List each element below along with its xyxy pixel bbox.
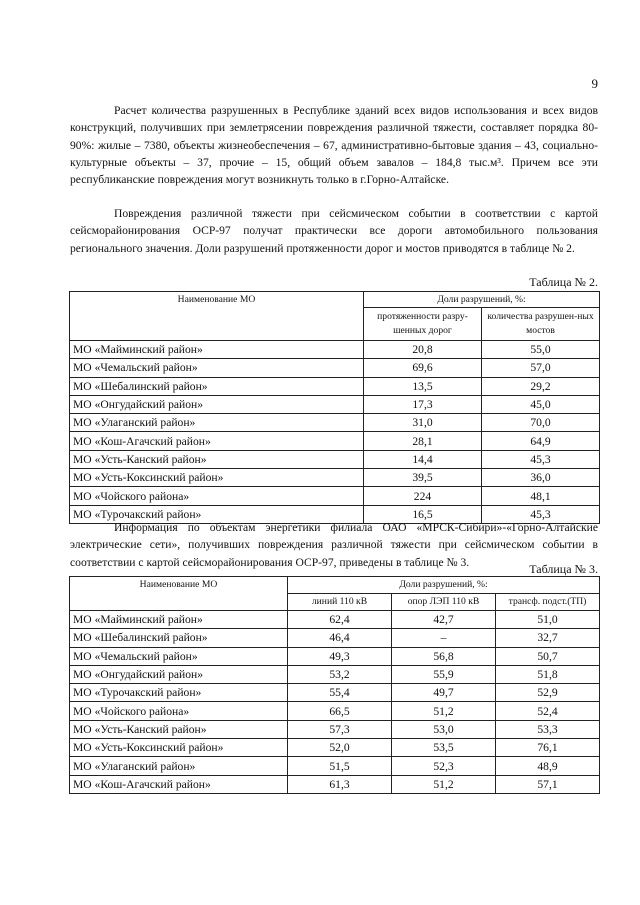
value-cell: 29,2: [482, 377, 600, 395]
value-cell: 28,1: [364, 432, 482, 450]
row-name-cell: МО «Кош-Агачский район»: [70, 432, 364, 450]
header-poles-110kv: опор ЛЭП 110 кВ: [392, 594, 496, 611]
value-cell: 57,3: [288, 720, 392, 738]
value-cell: 55,9: [392, 665, 496, 683]
row-name-cell: МО «Чемальский район»: [70, 359, 364, 377]
value-cell: 76,1: [496, 739, 600, 757]
value-cell: 52,0: [288, 739, 392, 757]
table-row: [70, 487, 600, 505]
table-row: [70, 629, 600, 647]
value-cell: 51,2: [392, 702, 496, 720]
value-cell: 53,2: [288, 665, 392, 683]
table-row: [70, 414, 600, 432]
table-row: [70, 377, 600, 395]
value-cell: 36,0: [482, 469, 600, 487]
value-cell: 32,7: [496, 629, 600, 647]
value-cell: 224: [364, 487, 482, 505]
value-cell: 42,7: [392, 611, 496, 629]
header-destruction-shares: Доли разрушений, %:: [288, 577, 600, 594]
value-cell: 69,6: [364, 359, 482, 377]
value-cell: 52,9: [496, 684, 600, 702]
header-name-mo: Наименование МО: [70, 292, 364, 341]
value-cell: 45,3: [482, 450, 600, 468]
value-cell: 48,1: [482, 487, 600, 505]
value-cell: 52,4: [496, 702, 600, 720]
row-name-cell: МО «Турочакский район»: [70, 684, 288, 702]
value-cell: 45,3: [482, 505, 600, 523]
row-name-cell: МО «Улаганский район»: [70, 757, 288, 775]
header-lines-110kv: линий 110 кВ: [288, 594, 392, 611]
value-cell: 51,0: [496, 611, 600, 629]
value-cell: 51,5: [288, 757, 392, 775]
value-cell: 53,3: [496, 720, 600, 738]
table-row: [70, 702, 600, 720]
value-cell: 53,5: [392, 739, 496, 757]
table-row: [70, 739, 600, 757]
table-row: [70, 450, 600, 468]
value-cell: 53,0: [392, 720, 496, 738]
value-cell: 66,5: [288, 702, 392, 720]
row-name-cell: МО «Онгудайский район»: [70, 395, 364, 413]
table-row: [70, 665, 600, 683]
table-row: [70, 684, 600, 702]
table-row: [70, 432, 600, 450]
table-row: [70, 469, 600, 487]
table3-caption: Таблица № 3.: [529, 562, 598, 576]
value-cell: 16,5: [364, 505, 482, 523]
value-cell: 51,2: [392, 775, 496, 793]
value-cell: 50,7: [496, 647, 600, 665]
table-row: [70, 359, 600, 377]
row-name-cell: МО «Усть-Коксинский район»: [70, 469, 364, 487]
value-cell: 49,3: [288, 647, 392, 665]
row-name-cell: МО «Улаганский район»: [70, 414, 364, 432]
row-name-cell: МО «Шебалинский район»: [70, 629, 288, 647]
value-cell: 46,4: [288, 629, 392, 647]
header-destruction-shares: Доли разрушений, %:: [364, 292, 600, 308]
row-name-cell: МО «Чойского района»: [70, 487, 364, 505]
table-row: [70, 341, 600, 359]
value-cell: 49,7: [392, 684, 496, 702]
header-roads: протяженности разру-шенных дорог: [364, 308, 482, 341]
value-cell: 39,5: [364, 469, 482, 487]
value-cell: 55,0: [482, 341, 600, 359]
header-name-mo: Наименование МО: [70, 577, 288, 611]
row-name-cell: МО «Усть-Канский район»: [70, 450, 364, 468]
value-cell: 55,4: [288, 684, 392, 702]
header-substations: трансф. подст.(ТП): [496, 594, 600, 611]
page-number: 9: [591, 76, 598, 91]
value-cell: 56,8: [392, 647, 496, 665]
paragraph-roads: Повреждения различной тяжести при сейсмическом событии в соответствии с картой сейсморайонирования ОСР-97 получат практически все дороги автомобильного пользования регионального значения. Доли разрушений протяженности дорог и мостов приводятся в таблице № 2.: [70, 207, 598, 255]
value-cell: 57,0: [482, 359, 600, 377]
value-cell: 31,0: [364, 414, 482, 432]
table-row: [70, 720, 600, 738]
row-name-cell: МО «Майминский район»: [70, 341, 364, 359]
value-cell: 14,4: [364, 450, 482, 468]
table-row: [70, 611, 600, 629]
value-cell: –: [392, 629, 496, 647]
value-cell: 62,4: [288, 611, 392, 629]
value-cell: 52,3: [392, 757, 496, 775]
row-name-cell: МО «Кош-Агачский район»: [70, 775, 288, 793]
table-row: [70, 775, 600, 793]
row-name-cell: МО «Чемальский район»: [70, 647, 288, 665]
value-cell: 51,8: [496, 665, 600, 683]
row-name-cell: МО «Майминский район»: [70, 611, 288, 629]
row-name-cell: МО «Усть-Канский район»: [70, 720, 288, 738]
value-cell: 70,0: [482, 414, 600, 432]
table-row: [70, 647, 600, 665]
value-cell: 45,0: [482, 395, 600, 413]
value-cell: 48,9: [496, 757, 600, 775]
value-cell: 17,3: [364, 395, 482, 413]
table-row: [70, 395, 600, 413]
table-roads-bridges: [69, 291, 600, 524]
header-bridges: количества разрушен-ных мостов: [482, 308, 600, 341]
paragraph-buildings: Расчет количества разрушенных в Республике зданий всех видов использования и всех видов конструкций, получивших при землетрясении повреждения различной тяжести, составляет порядка 80-90%: жилые – 7380, объекты жизнеобеспечения – 67, административно-бытовые здания – 43, социально-культурные объекты – 37, прочие – 15, общий объем завалов – 184,8 тыс.м³. Причем все эти республиканские повреждения могут возникнуть только в г.Горно-Алтайске.: [70, 104, 598, 187]
value-cell: 64,9: [482, 432, 600, 450]
value-cell: 13,5: [364, 377, 482, 395]
value-cell: 20,8: [364, 341, 482, 359]
row-name-cell: МО «Онгудайский район»: [70, 665, 288, 683]
table-energy-objects: [69, 576, 600, 794]
paragraph-energy: Информация по объектам энергетики филиала ОАО «МРСК-Сибири»-«Горно-Алтайские электрические сети», получивших повреждения различной тяжести при сейсмическом событии в соответствии с картой сейсморайонирования ОСР-97, приведены в таблице № 3.: [70, 521, 598, 569]
row-name-cell: МО «Чойского района»: [70, 702, 288, 720]
table-row: [70, 757, 600, 775]
value-cell: 57,1: [496, 775, 600, 793]
value-cell: 61,3: [288, 775, 392, 793]
row-name-cell: МО «Усть-Коксинский район»: [70, 739, 288, 757]
row-name-cell: МО «Турочакский район»: [70, 505, 364, 523]
table2-caption: Таблица № 2.: [529, 275, 598, 289]
row-name-cell: МО «Шебалинский район»: [70, 377, 364, 395]
